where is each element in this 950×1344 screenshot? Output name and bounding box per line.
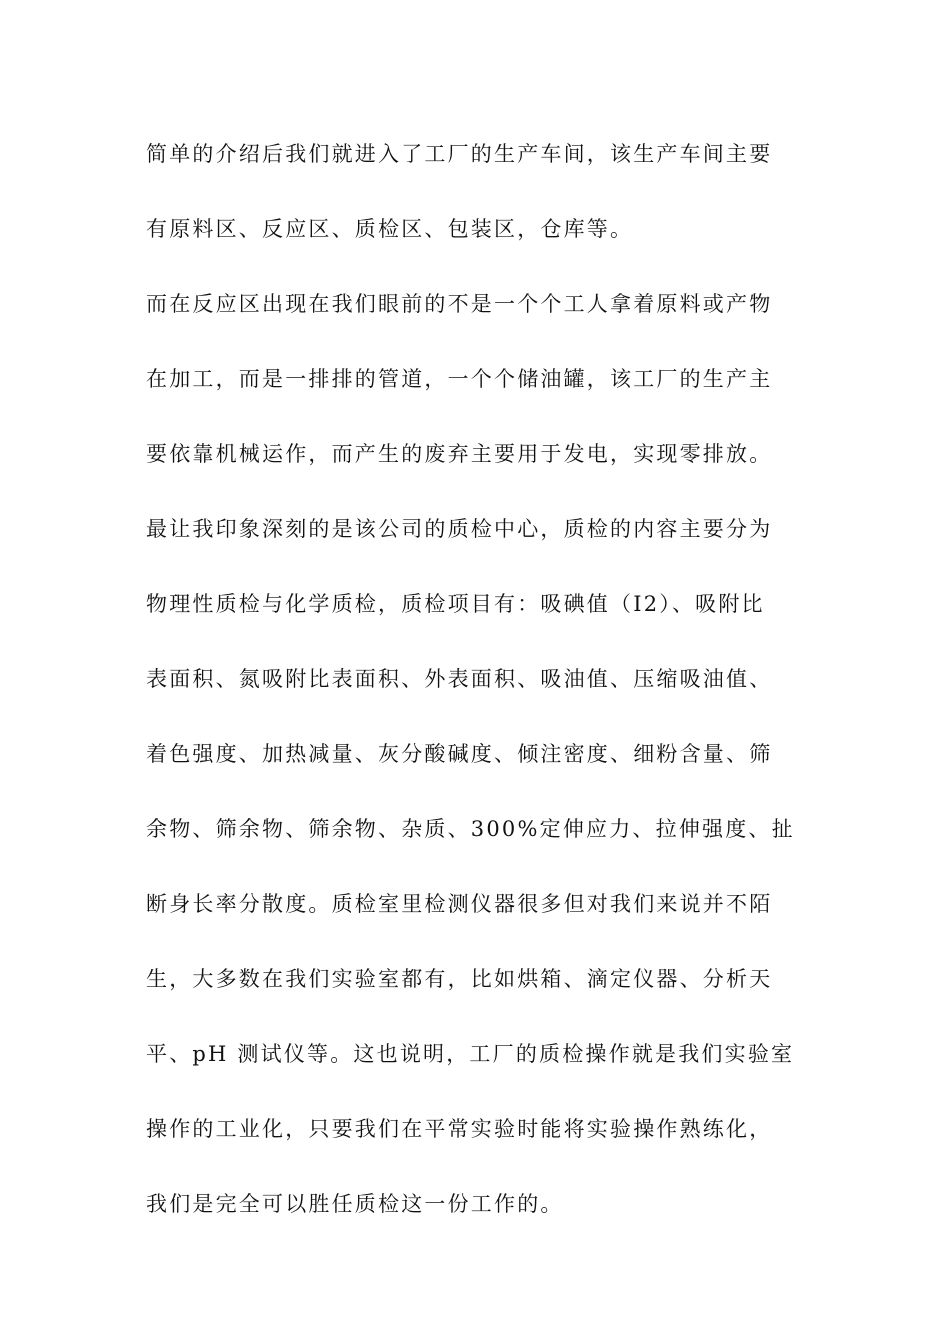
text-line-13: 平、pH 测试仪等。这也说明，工厂的质检操作就是我们实验室 xyxy=(146,1042,795,1066)
text-line-1: 简单的介绍后我们就进入了工厂的生产车间，该生产车间主要 xyxy=(146,142,773,166)
text-line-3: 而在反应区出现在我们眼前的不是一个个工人拿着原料或产物 xyxy=(146,292,773,316)
text-line-11: 断身长率分散度。质检室里检测仪器很多但对我们来说并不陌 xyxy=(146,892,773,916)
text-line-9: 着色强度、加热减量、灰分酸碱度、倾注密度、细粉含量、筛 xyxy=(146,742,773,766)
text-line-2: 有原料区、反应区、质检区、包装区，仓库等。 xyxy=(146,217,634,241)
text-line-14: 操作的工业化，只要我们在平常实验时能将实验操作熟练化， xyxy=(146,1117,773,1141)
text-line-4: 在加工，而是一排排的管道，一个个储油罐，该工厂的生产主 xyxy=(146,367,773,391)
text-line-7: 物理性质检与化学质检，质检项目有：吸碘值（I2）、吸附比 xyxy=(146,592,765,616)
text-line-6: 最让我印象深刻的是该公司的质检中心，质检的内容主要分为 xyxy=(146,517,773,541)
text-line-15: 我们是完全可以胜任质检这一份工作的。 xyxy=(146,1192,564,1216)
text-line-8: 表面积、氮吸附比表面积、外表面积、吸油值、压缩吸油值、 xyxy=(146,667,773,691)
text-line-10: 余物、筛余物、筛余物、杂质、300%定伸应力、拉伸强度、扯 xyxy=(146,817,795,841)
text-line-5: 要依靠机械运作，而产生的废弃主要用于发电，实现零排放。 xyxy=(146,442,773,466)
text-line-12: 生，大多数在我们实验室都有，比如烘箱、滴定仪器、分析天 xyxy=(146,967,773,991)
